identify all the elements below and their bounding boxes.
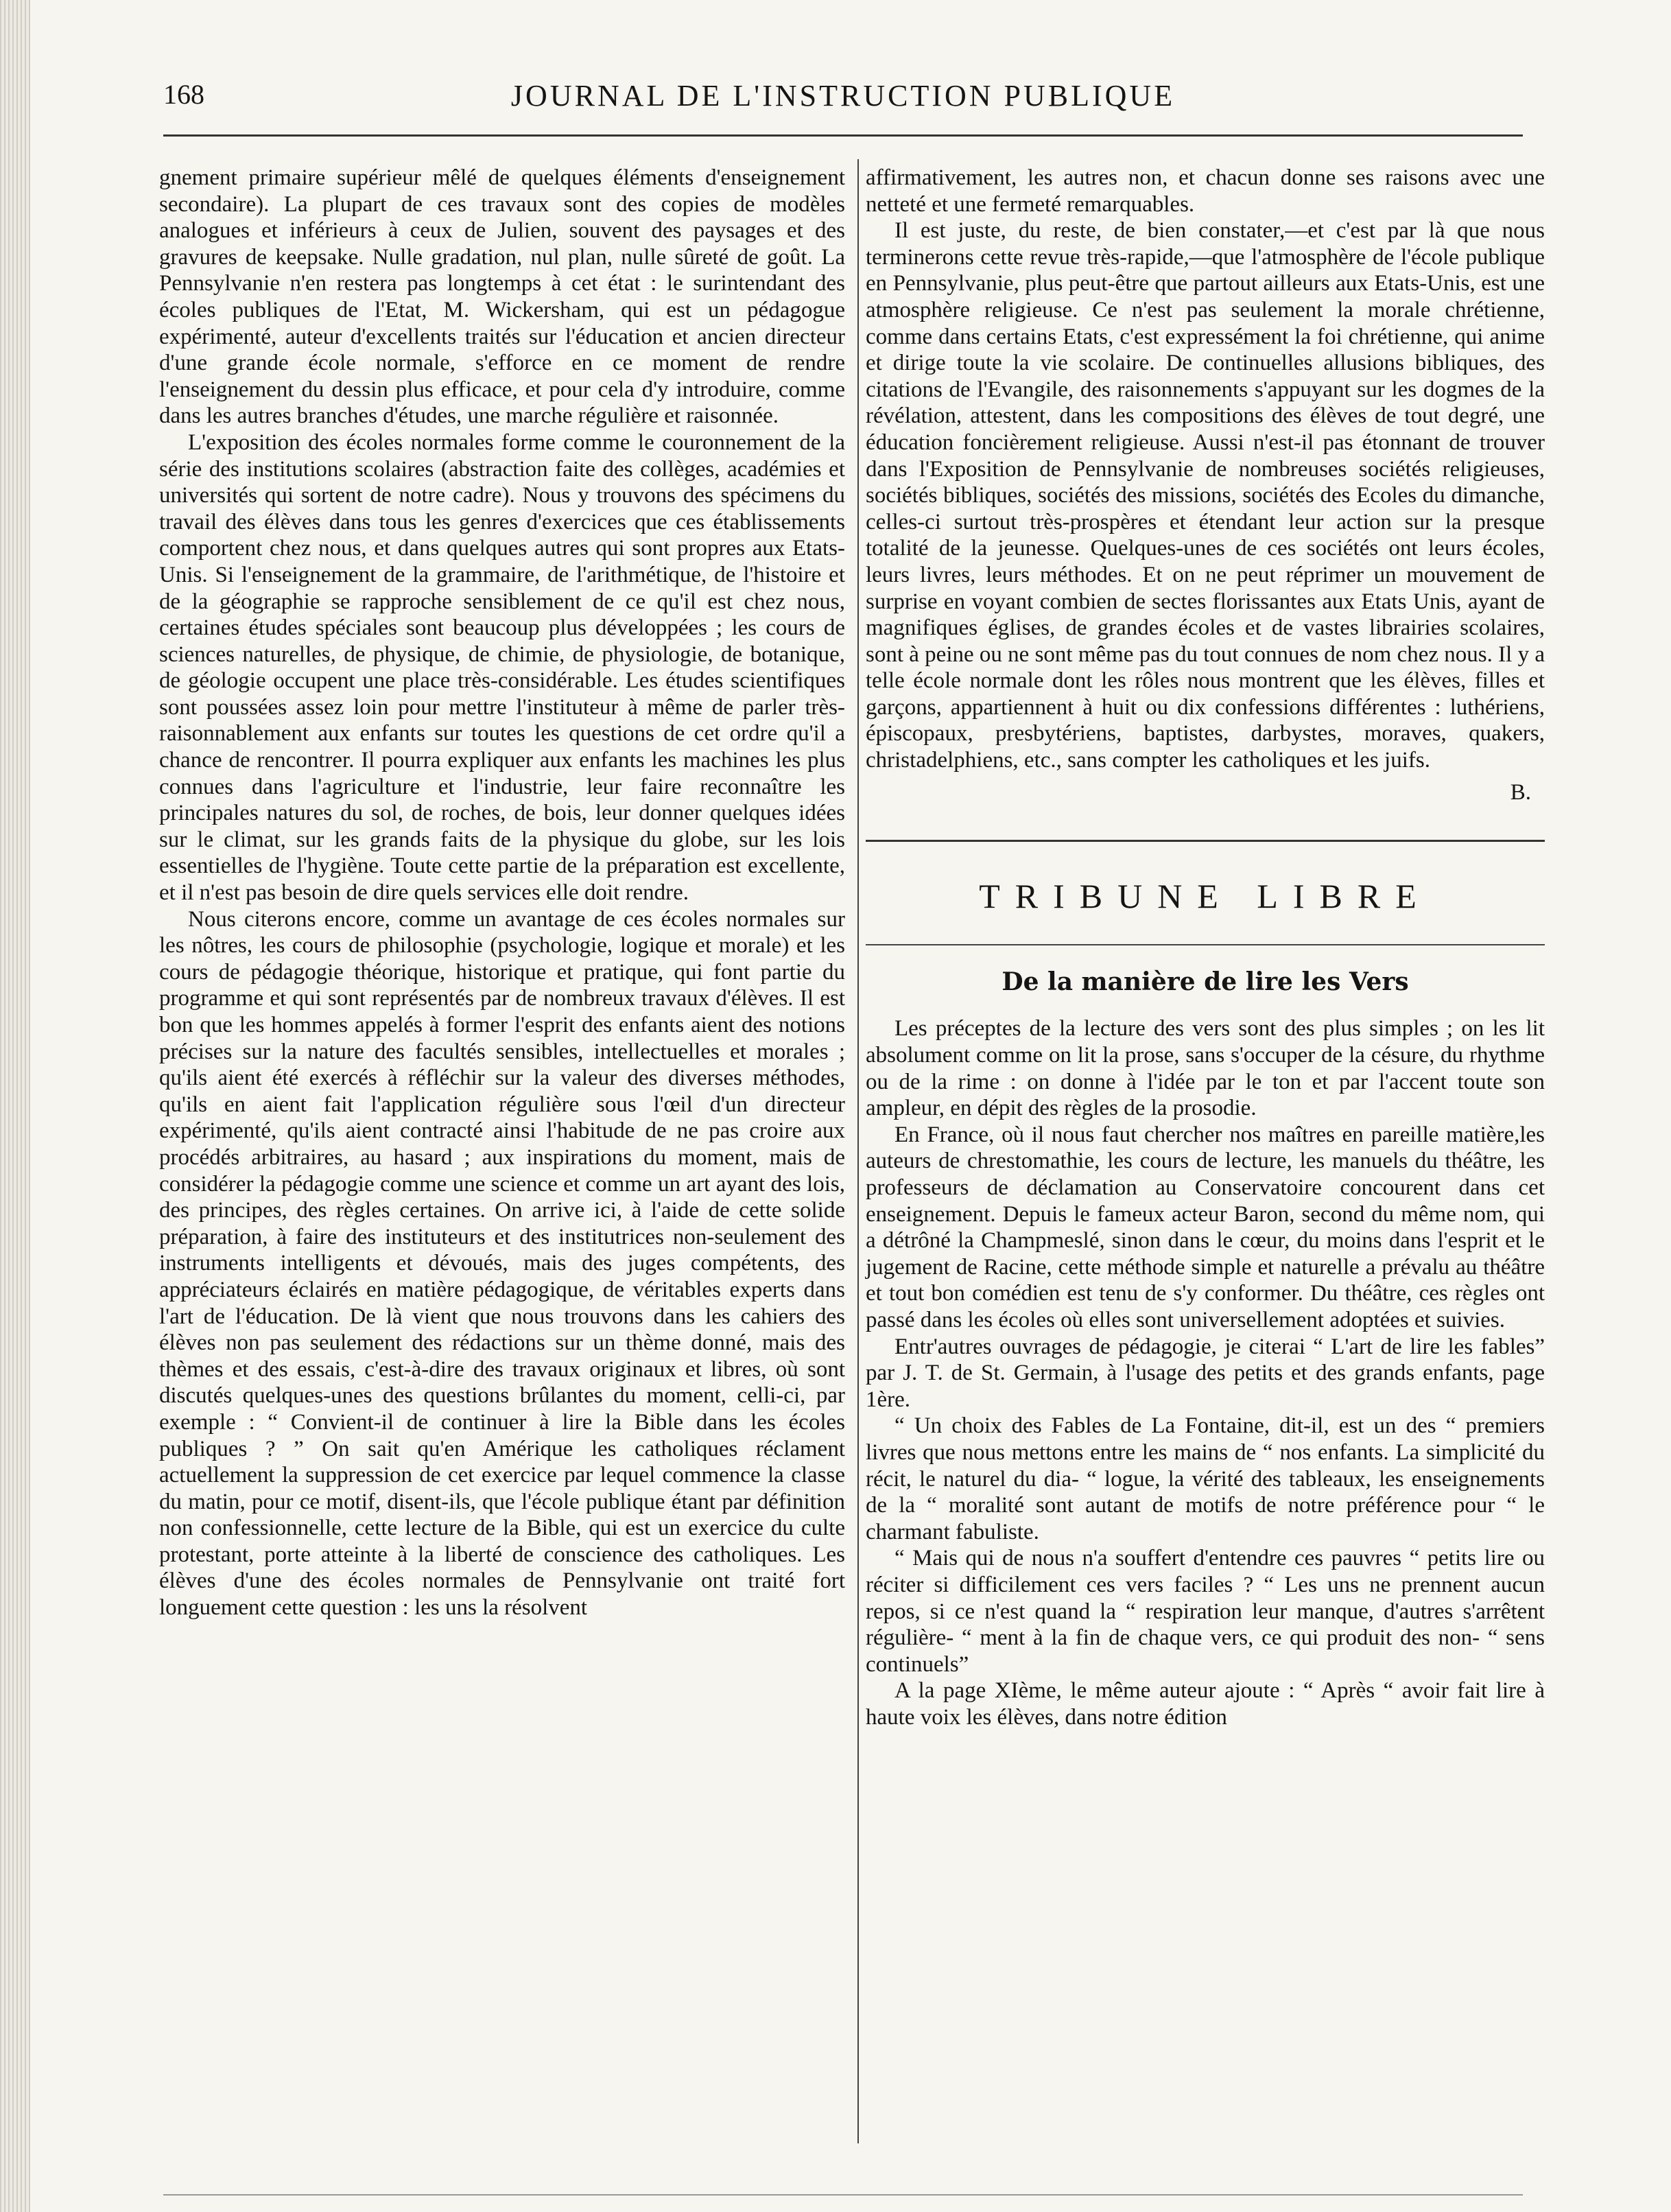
article-paragraph: Entr'autres ouvrages de pédagogie, je citerai “ L'art de lire les fables” par J. T. de St. Germain, à l'usage des petits et des grands enfants, page 1ère. — [866, 1334, 1545, 1412]
section-rule-top — [866, 840, 1545, 842]
left-paragraph: Nous citerons encore, comme un avantage de ces écoles normales sur les nôtres, les cours de philosophie (psychologie, logique et morale) et les cours de pédagogie théorique, historique et pratique, qui font partie du programme et qui sont représentés par de nombreux travaux d'élèves. Il est bon que les hommes appelés à former l'esprit des enfants aient des notions précises sur la nature des facultés sensibles, intellectuelles et morales ; qu'ils aient été exercés à réfléchir sur la valeur des diverses méthodes, qu'ils en aient fait l'application régulière sous l'œil d'un directeur expérimenté, qu'ils aient contracté ainsi l'habitude de ne pas croire aux procédés arbitraires, au hasard ; aux inspirations du moment, mais de considérer la pédagogie comme une science et comme un art ayant des lois, des principes, des règles certaines. On arrive ici, à l'aide de cette solide préparation, à faire des instituteurs et des institutrices non-seulement des instruments intelligents et dévoués, mais des juges compétents, des appréciateurs éclairés en matière pédagogique, de véritables experts dans l'art de l'éducation. De là vient que nous trouvons dans les cahiers des élèves non pas seulement des rédactions sur un thème donné, mais des thèmes et des essais, c'est-à-dire des travaux originaux et libres, où sont discutés quelques-unes des questions brûlantes du moment, celli-ci, par exemple : “ Convient-il de continuer à lire la Bible dans les écoles publiques ? ” On sait qu'en Amérique les catholiques réclament actuellement la suppression de cet exercice par lequel commence la classe du matin, pour ce motif, disent-ils, que l'école publique étant par définition non confessionnelle, cette lecture de la Bible, qui est un exercice du culte protestant, porte atteinte à la liberté de conscience des catholiques. Les élèves d'une des écoles normales de Pennsylvanie ont traité fort longuement cette question : les uns la résolvent — [159, 906, 845, 1621]
section-rule-bottom — [866, 944, 1545, 945]
article-paragraph: “ Mais qui de nous n'a souffert d'entendre ces pauvres “ petits lire ou réciter si difficilement ces vers faciles ? “ Les uns ne prennent aucun repos, si ce n'est quand la “ respiration leur manque, d'autres s'arrêtent régulière- “ ment à la fin de chaque vers, ce qui produit des non- “ sens continuels” — [866, 1546, 1545, 1677]
author-signature: B. — [1510, 779, 1531, 805]
article-title: De la manière de lire les Vers — [1002, 967, 1409, 996]
left-paragraph: L'exposition des écoles normales forme comme le couronnement de la série des institutions scolaires (abstraction faite des collèges, académies et universités qui sortent de notre cadre). Nous y trouvons des spécimens du travail des élèves dans tous les genres d'exercices que ces établissements comportent chez nous, et dans quelques autres qui sont propres aux Etats-Unis. Si l'enseignement de la grammaire, de l'arithmétique, de l'histoire et de la géographie se rapproche sensiblement de ce qu'il est chez nous, certaines études spéciales sont beaucoup plus développées ; les cours de sciences naturelles, de physique, de chimie, de physiologie, de botanique, de géologie occupent une place très-considérable. Les études scientifiques sont poussées assez loin pour mettre l'instituteur à même de parler très-raisonnablement aux enfants sur toutes les questions de cet ordre qu'il a chance de rencontrer. Il pourra expliquer aux enfants les machines les plus connues dans l'agriculture et l'industrie, leur faire reconnaître les principales natures du sol, de roches, de bois, leur donner quelques idées sur le climat, sur les grands faits de la physique du globe, sur les lois essentielles de l'hygiène. Toute cette partie de la préparation est excellente, et il n'est pas besoin de dire quels services elle doit rendre. — [159, 430, 845, 906]
article-paragraph: A la page XIème, le même auteur ajoute : “ Après “ avoir fait lire à haute voix les élèves, dans notre édition — [866, 1678, 1545, 1730]
page-header — [163, 71, 1523, 126]
right-paragraph: Il est juste, du reste, de bien constater,—et c'est par là que nous terminerons cette revue très-rapide,—que l'atmosphère de l'école publique en Pennsylvanie, plus peut-être que partout ailleurs aux Etats-Unis, est une atmosphère religieuse. Ce n'est pas seulement la morale chrétienne, comme dans certains Etats, c'est expressément la foi chrétienne, qui anime et dirige toute la vie scolaire. De continuelles allusions bibliques, des citations de l'Evangile, des raisonnements s'appuyant sur les dogmes de la révélation, attestent, dans les compositions des élèves de tout degré, une éducation foncièrement religieuse. Aussi n'est-il pas étonnant de trouver dans l'Exposition de Pennsylvanie de nombreuses sociétés religieuses, sociétés bibliques, sociétés des missions, sociétés des Ecoles du dimanche, celles-ci surtout très-prospères et étendant leur action sur la presque totalité de la jeunesse. Quelques-unes de ces sociétés ont leurs écoles, leurs livres, leurs méthodes. Et on ne peut réprimer un mouvement de surprise en voyant combien de sectes florissantes aux Etats Unis, ayant de magnifiques églises, de grandes écoles et de vastes librairies scolaires, sont à peine ou ne sont même pas du tout connues de nom chez nous. Il y a telle école normale dont les rôles nous montrent que les élèves, filles et garçons, appartiennent à huit ou dix confessions différentes : luthériens, épiscopaux, presbytériens, baptistes, darbystes, moraves, quakers, christadelphiens, etc., sans compter les catholiques et les juifs. — [866, 218, 1545, 773]
page-number: 168 — [163, 79, 204, 110]
header-rule — [163, 134, 1523, 137]
article-paragraph: Les préceptes de la lecture des vers sont des plus simples ; on les lit absolument comme on lit la prose, sans s'occuper de la césure, du rhythme ou de la rime : on donne à l'idée par le ton et par l'accent toute son ampleur, en dépit des règles de la prosodie. — [866, 1016, 1545, 1121]
right-paragraph: affirmativement, les autres non, et chacun donne ses raisons avec une netteté et une fermeté remarquables. — [866, 165, 1545, 217]
column-divider — [857, 159, 859, 2143]
section-title: TRIBUNE LIBRE — [979, 877, 1432, 916]
left-paragraph: gnement primaire supérieur mêlé de quelques éléments d'enseignement secondaire). La plupart de ces travaux sont des copies de modèles analogues et inférieurs à ceux de Julien, souvent des paysages et des gravures de keepsake. Nulle gradation, nul plan, nulle sûreté de goût. La Pennsylvanie n'en restera pas longtemps à cet état : le surintendant des écoles publiques de l'Etat, M. Wickersham, qui est un pédagogue expérimenté, auteur d'excellents traités sur l'éducation et ancien directeur d'une grande école normale, s'efforce en ce moment de rendre l'enseignement du dessin plus efficace, et pour cela d'y introduire, comme dans les autres branches d'études, une marche régulière et raisonnée. — [159, 165, 845, 429]
right-column — [866, 165, 1545, 1730]
bottom-rule — [163, 2194, 1523, 2196]
scan-binding-edge — [0, 0, 30, 2212]
article-paragraph: En France, où il nous faut chercher nos maîtres en pareille matière,les auteurs de chrestomathie, les cours de lecture, les manuels du théâtre, les professeurs de déclamation au Conservatoire concourent dans cet enseignement. Depuis le fameux acteur Baron, second du même nom, qui a détrôné la Champmeslé, sinon dans le cœur, du moins dans l'esprit et le jugement de Racine, cette méthode simple et naturelle a prévalu au théâtre et tout bon comédien est tenu de s'y conformer. Du théâtre, ces règles ont passé dans les écoles où elles sont universellement adoptées et suivies. — [866, 1122, 1545, 1332]
running-title: JOURNAL DE L'INSTRUCTION PUBLIQUE — [510, 79, 1176, 113]
article-paragraph: “ Un choix des Fables de La Fontaine, dit-il, est un des “ premiers livres que nous mettons entre les mains de “ nos enfants. La simplicité du récit, le naturel du dia- “ logue, la vérité des tableaux, les enseignements de la “ moralité sont autant de motifs de notre préférence pour “ le charmant fabuliste. — [866, 1413, 1545, 1544]
left-column — [159, 165, 845, 1621]
